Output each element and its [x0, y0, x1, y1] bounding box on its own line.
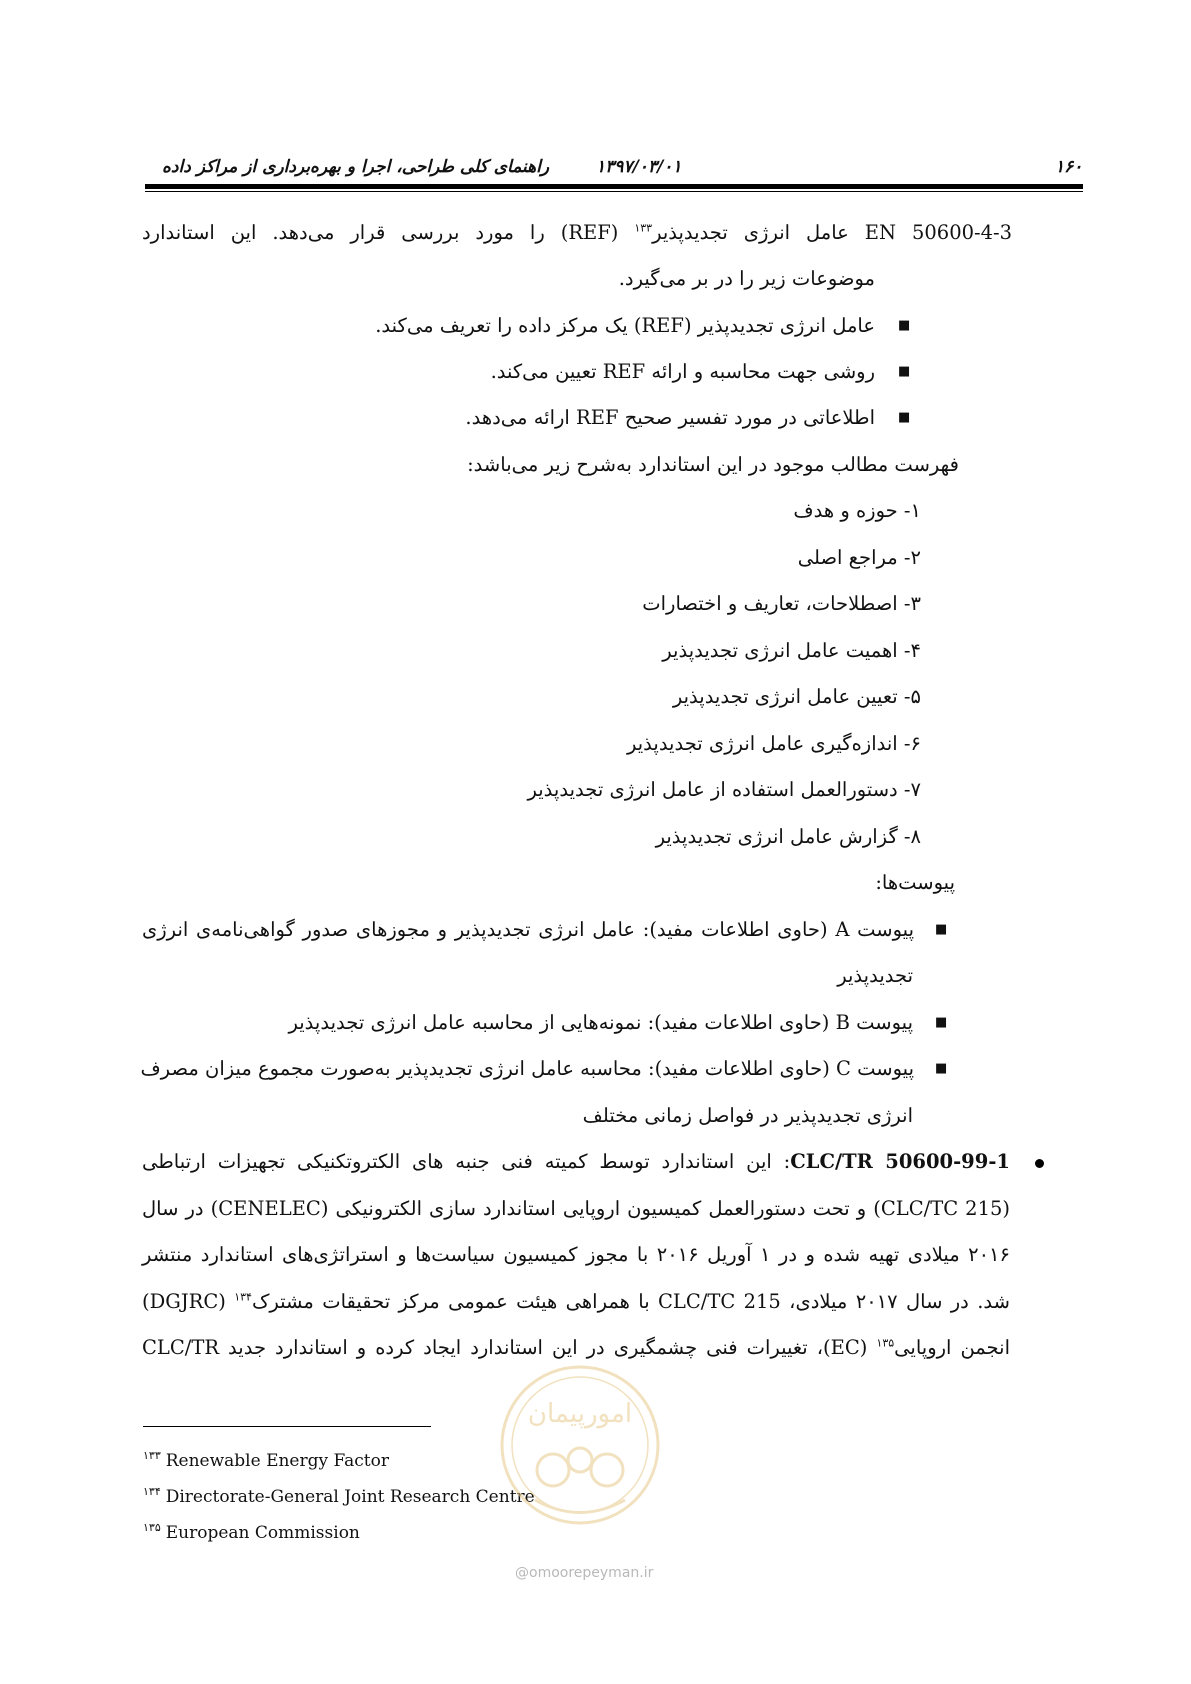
footnote-ref-135: ۱۳۵	[876, 1336, 895, 1350]
annex-a-line-1: پیوست A (حاوی اطلاعات مفید): عامل انرژی تجدیدپذیر و مجوزهای صدور گواهی‌نامه‌ی انرژی	[142, 918, 914, 941]
toc-item: ۱- حوزه و هدف	[793, 499, 921, 522]
footnote-134	[143, 1486, 535, 1508]
watermark-logo-icon	[495, 1350, 665, 1550]
topic-item: عامل انرژی تجدیدپذیر (REF) یک مرکز داده را تعریف می‌کند.	[375, 314, 875, 337]
annex-a-line-2: تجدیدپذیر	[837, 964, 913, 987]
header-rule-thin	[145, 191, 1083, 192]
square-bullet-icon: ■	[898, 318, 911, 333]
footnote-number: ۱۳۵	[143, 1521, 161, 1535]
square-bullet-icon: ■	[935, 922, 948, 937]
footnote-number: ۱۳۳	[143, 1449, 161, 1463]
toc-item: ۵- تعیین عامل انرژی تجدیدپذیر	[672, 685, 921, 708]
topic-item: اطلاعاتی در مورد تفسیر صحیح REF ارائه می‌دهد.	[465, 406, 875, 429]
toc-item: ۳- اصطلاحات، تعاریف و اختصارات	[642, 592, 921, 615]
footnote-ref-133: ۱۳۳	[634, 221, 653, 235]
footnote-number: ۱۳۴	[143, 1485, 161, 1499]
intro-line-2: موضوعات زیر را در بر می‌گیرد.	[618, 267, 875, 290]
footnote-text: European Commission	[165, 1523, 360, 1543]
header-date: ۱۳۹۷/۰۳/۰۱	[596, 157, 682, 177]
topic-item: روشی جهت محاسبه و ارائه REF تعیین می‌کند.	[490, 360, 875, 383]
clc-line-2: (CLC/TC 215) و تحت دستورالعمل کمیسیون اروپایی استاندارد سازی الکترونیکی (CENELEC) در سال	[142, 1197, 1010, 1220]
square-bullet-icon: ■	[935, 1015, 948, 1030]
clc-line-5-part-b: (EC)، تغییرات فنی چشمگیری در این استاندارد ایجاد کرده و استاندارد جدید CLC/TR	[142, 1336, 877, 1359]
page-number: ۱۶۰	[1055, 157, 1083, 177]
intro-line-1-part-a: EN 50600-4-3 عامل انرژی تجدیدپذیر	[652, 221, 1012, 244]
toc-item: ۴- اهمیت عامل انرژی تجدیدپذیر	[662, 639, 921, 662]
clc-line-4	[142, 1289, 1010, 1315]
footnote-ref-134: ۱۳۴	[234, 1290, 252, 1304]
square-bullet-icon: ■	[898, 410, 911, 425]
clc-line-3: ۲۰۱۶ میلادی تهیه شده و در ۱ آوریل ۲۰۱۶ با مجوز کمیسیون سیاست‌ها و استراتژی‌های استاندارد منتشر	[142, 1243, 1011, 1266]
clc-line-5-part-a: انجمن اروپایی	[894, 1336, 1010, 1359]
footnote-133	[143, 1450, 389, 1472]
header-rule	[145, 184, 1083, 189]
footnote-rule	[143, 1426, 431, 1427]
clc-line-4-part-a: شد. در سال ۲۰۱۷ میلادی، CLC/TC 215 با همراهی هیئت عمومی مرکز تحقیقات مشترک	[251, 1290, 1010, 1313]
clc-line-1	[142, 1149, 1010, 1175]
watermark-site: @omoorepeyman.ir	[515, 1565, 654, 1581]
intro-line-1	[142, 220, 1012, 246]
annex-c-line-2: انرژی تجدیدپذیر در فواصل زمانی مختلف	[582, 1104, 913, 1127]
header-title: راهنمای کلی طراحی، اجرا و بهره‌برداری از مراکز داده	[162, 157, 550, 177]
annex-b-line-1: پیوست B (حاوی اطلاعات مفید): نمونه‌هایی از محاسبه عامل انرژی تجدیدپذیر	[288, 1011, 913, 1034]
toc-item: ۶- اندازه‌گیری عامل انرژی تجدیدپذیر	[626, 732, 921, 755]
clc-code: CLC/TR 50600-99-1	[790, 1150, 1010, 1173]
toc-item: ۸- گزارش عامل انرژی تجدیدپذیر	[655, 825, 921, 848]
square-bullet-icon: ■	[935, 1061, 948, 1076]
square-bullet-icon: ■	[898, 364, 911, 379]
footnote-135	[143, 1522, 360, 1544]
intro-line-1-part-b: (REF) را مورد بررسی قرار می‌دهد. این استاندارد	[142, 221, 635, 244]
clc-line-1-rest: : این استاندارد توسط کمیته فنی جنبه های الکتروتکنیکی تجهیزات ارتباطی	[142, 1150, 791, 1173]
toc-item: ۲- مراجع اصلی	[797, 546, 921, 569]
clc-line-4-part-b: (DGJRC)	[142, 1290, 235, 1313]
annex-heading: پیوست‌ها:	[875, 871, 955, 894]
toc-item: ۷- دستورالعمل استفاده از عامل انرژی تجدیدپذیر	[527, 778, 921, 801]
toc-heading: فهرست مطالب موجود در این استاندارد به‌شرح زیر می‌باشد:	[467, 453, 959, 476]
annex-c-line-1: پیوست C (حاوی اطلاعات مفید): محاسبه عامل انرژی تجدیدپذیر به‌صورت مجموع میزان مصرف	[140, 1057, 914, 1080]
round-bullet-icon	[1035, 1159, 1044, 1168]
footnote-text: Renewable Energy Factor	[165, 1451, 390, 1471]
watermark-logo-text: امورپیمان	[527, 1399, 633, 1429]
footnote-text: Directorate-General Joint Research Centre	[165, 1487, 535, 1507]
